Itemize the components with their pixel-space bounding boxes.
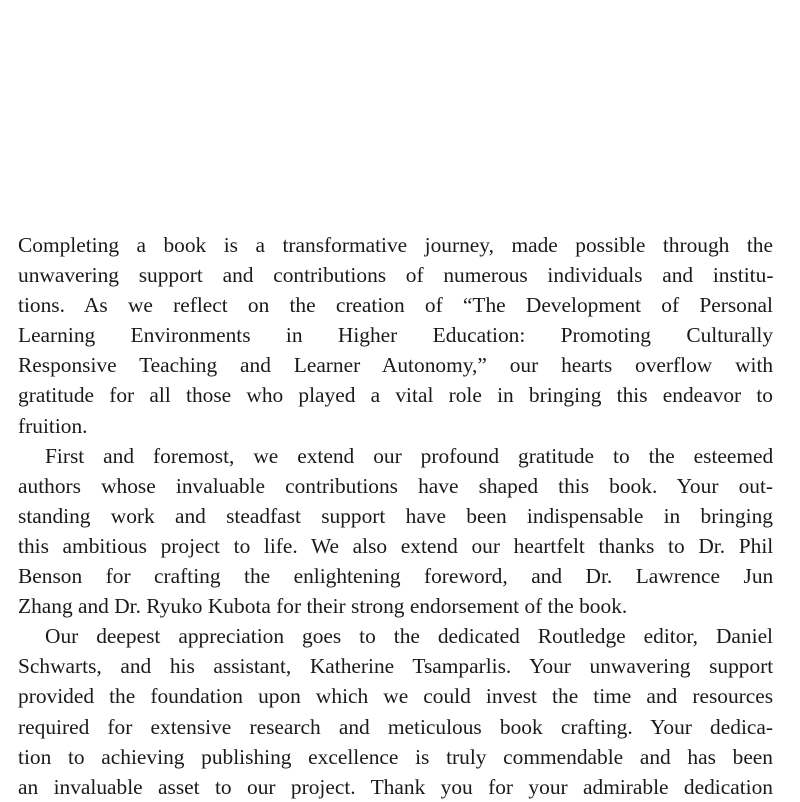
- text-line: Responsive Teaching and Learner Autonomy,” our hearts overflow with: [18, 353, 774, 378]
- text-line: Zhang and Dr. Ryuko Kubota for their strong endorsement of the book.: [18, 594, 628, 619]
- text-line: Benson for crafting the enlightening foreword, and Dr. Lawrence Jun: [18, 564, 774, 589]
- text-line: Schwarts, and his assistant, Katherine Tsamparlis. Your unwavering support: [18, 654, 774, 679]
- text-line: Completing a book is a transformative journey, made possible through the: [18, 233, 773, 257]
- text-line: required for extensive research and meticulous book crafting. Your dedica-: [18, 714, 773, 739]
- text-line: tion to achieving publishing excellence is truly commendable and has been: [18, 744, 773, 769]
- text-line: unwavering support and contributions of numerous individuals and institu-: [18, 263, 774, 288]
- text-line: an invaluable asset to our project. Thank you for your admirable dedication: [18, 774, 773, 799]
- text-line: this ambitious project to life. We also extend our heartfelt thanks to Dr. Phil: [18, 533, 774, 558]
- text-line: standing work and steadfast support have been indispensable in bringing: [18, 503, 773, 528]
- text-line: Learning Environments in Higher Education: Promoting Culturally: [18, 323, 774, 348]
- text-line: fruition.: [18, 413, 88, 438]
- text-line: gratitude for all those who played a vital role in bringing this endeavor to: [18, 383, 773, 408]
- acknowledgements-text: [18, 230, 773, 802]
- text-line: provided the foundation upon which we could invest the time and resources: [18, 684, 774, 709]
- text-line: tions. As we reflect on the creation of “The Development of Personal: [18, 293, 773, 318]
- text-line: authors whose invaluable contributions have shaped this book. Your out-: [18, 473, 774, 498]
- text-line: First and foremost, we extend our profound gratitude to the esteemed: [45, 443, 774, 468]
- text-line: Our deepest appreciation goes to the dedicated Routledge editor, Daniel: [45, 624, 773, 649]
